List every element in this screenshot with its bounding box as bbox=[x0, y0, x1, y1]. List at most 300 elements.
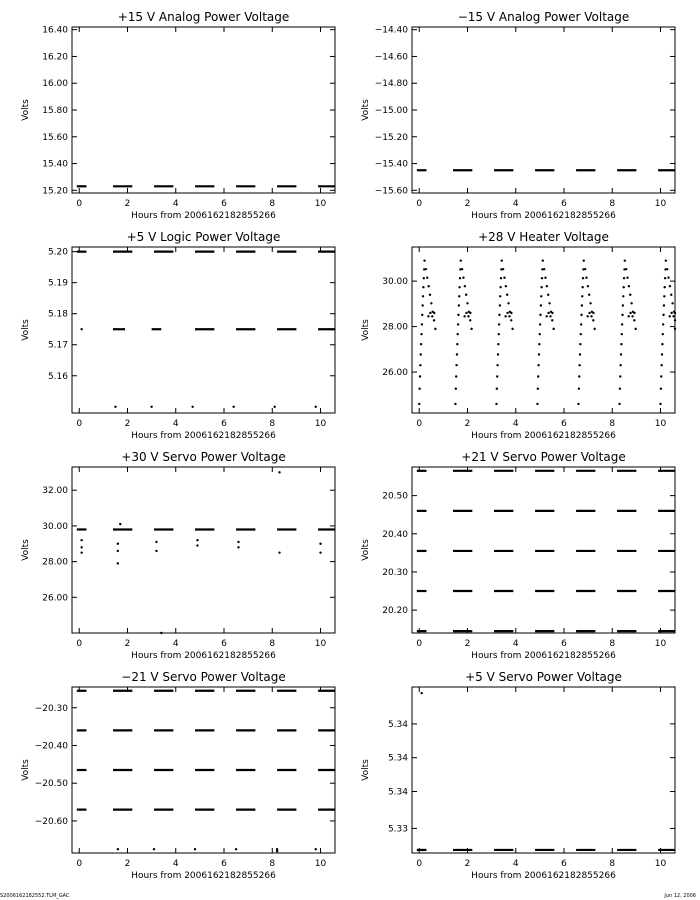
x-tick-label: 4 bbox=[172, 199, 179, 209]
data-point bbox=[663, 304, 665, 306]
data-point bbox=[461, 268, 463, 270]
data-point bbox=[590, 315, 592, 317]
chart-panel-1 bbox=[21, 10, 335, 221]
x-tick-label: 0 bbox=[416, 639, 423, 649]
y-tick-label: −20.50 bbox=[34, 779, 68, 790]
x-tick-label: 8 bbox=[609, 639, 616, 649]
data-point bbox=[499, 304, 501, 306]
data-point bbox=[463, 315, 465, 317]
data-point bbox=[621, 333, 623, 335]
data-point bbox=[630, 302, 632, 304]
data-point bbox=[418, 388, 420, 390]
x-tick-label: 0 bbox=[76, 639, 83, 649]
y-tick-label: 5.34 bbox=[387, 719, 408, 730]
data-point bbox=[619, 375, 621, 377]
x-tick-label: 10 bbox=[314, 639, 327, 649]
data-point bbox=[578, 388, 580, 390]
chart-panel-6 bbox=[361, 450, 675, 661]
y-tick-label: 20.50 bbox=[382, 491, 408, 502]
data-point bbox=[457, 314, 459, 316]
data-point bbox=[276, 850, 278, 852]
data-point bbox=[499, 295, 501, 297]
x-tick-label: 2 bbox=[464, 419, 471, 429]
data-point bbox=[539, 333, 541, 335]
data-point bbox=[549, 315, 551, 317]
data-point bbox=[661, 343, 663, 345]
data-point bbox=[663, 295, 665, 297]
x-tick-label: 0 bbox=[416, 859, 423, 869]
y-tick-label: 32.00 bbox=[42, 486, 68, 497]
data-point bbox=[586, 315, 588, 317]
data-point bbox=[273, 406, 275, 408]
chart-panel-2 bbox=[361, 10, 675, 221]
data-point bbox=[547, 294, 549, 296]
x-tick-label: 8 bbox=[269, 419, 276, 429]
x-tick-label: 2 bbox=[124, 419, 131, 429]
data-point bbox=[505, 285, 507, 287]
plot-frame bbox=[72, 467, 335, 633]
y-axis-label: Volts bbox=[21, 319, 31, 341]
data-point bbox=[581, 295, 583, 297]
data-point bbox=[495, 403, 497, 405]
data-point bbox=[422, 295, 424, 297]
data-point bbox=[588, 294, 590, 296]
x-tick-label: 10 bbox=[654, 859, 667, 869]
y-axis-label: Volts bbox=[21, 759, 31, 781]
data-point bbox=[620, 343, 622, 345]
data-point bbox=[237, 541, 239, 543]
data-point bbox=[580, 323, 582, 325]
data-point bbox=[552, 328, 554, 330]
data-point bbox=[670, 312, 672, 314]
data-point bbox=[633, 312, 635, 314]
data-point bbox=[580, 333, 582, 335]
footer-filename: S2006162182552.TLM_GAC bbox=[0, 893, 70, 899]
data-point bbox=[580, 314, 582, 316]
data-point bbox=[538, 343, 540, 345]
chart-panel-3 bbox=[21, 230, 335, 441]
data-point bbox=[627, 315, 629, 317]
data-point bbox=[431, 315, 433, 317]
x-tick-label: 0 bbox=[416, 419, 423, 429]
data-point bbox=[504, 315, 506, 317]
data-point bbox=[427, 315, 429, 317]
data-point bbox=[470, 328, 472, 330]
y-tick-label: 16.00 bbox=[42, 79, 68, 90]
data-point bbox=[469, 312, 471, 314]
data-point bbox=[631, 315, 633, 317]
data-point bbox=[537, 364, 539, 366]
data-point bbox=[619, 388, 621, 390]
data-point bbox=[622, 286, 624, 288]
chart-title: +15 V Analog Power Voltage bbox=[117, 10, 290, 24]
x-tick-label: 6 bbox=[221, 199, 227, 209]
data-point bbox=[456, 343, 458, 345]
data-point bbox=[423, 277, 425, 279]
data-point bbox=[584, 268, 586, 270]
data-point bbox=[422, 286, 424, 288]
data-point bbox=[674, 328, 676, 330]
data-point bbox=[429, 312, 431, 314]
data-point bbox=[542, 259, 544, 261]
data-point bbox=[423, 259, 425, 261]
data-point bbox=[543, 268, 545, 270]
data-point bbox=[618, 403, 620, 405]
data-point bbox=[666, 268, 668, 270]
data-point bbox=[662, 323, 664, 325]
data-point bbox=[426, 276, 428, 278]
data-point bbox=[319, 551, 321, 553]
x-tick-label: 6 bbox=[561, 419, 567, 429]
y-tick-label: 26.00 bbox=[382, 368, 408, 379]
data-point bbox=[506, 294, 508, 296]
y-tick-label: −15.40 bbox=[374, 159, 408, 170]
data-point bbox=[457, 333, 459, 335]
data-point bbox=[419, 375, 421, 377]
data-point bbox=[194, 848, 196, 850]
y-tick-label: 20.30 bbox=[382, 567, 408, 578]
data-point bbox=[621, 323, 623, 325]
data-point bbox=[548, 302, 550, 304]
data-point bbox=[496, 375, 498, 377]
data-point bbox=[662, 333, 664, 335]
data-point bbox=[420, 343, 422, 345]
data-point bbox=[507, 302, 509, 304]
data-point bbox=[624, 259, 626, 261]
data-point bbox=[427, 285, 429, 287]
x-tick-label: 2 bbox=[464, 199, 471, 209]
data-point bbox=[546, 285, 548, 287]
y-axis-label: Volts bbox=[361, 539, 371, 561]
data-point bbox=[537, 388, 539, 390]
data-point bbox=[661, 353, 663, 355]
data-point bbox=[537, 375, 539, 377]
data-point bbox=[578, 375, 580, 377]
y-tick-label: 5.34 bbox=[387, 787, 408, 798]
data-point bbox=[582, 277, 584, 279]
data-point bbox=[622, 304, 624, 306]
data-point bbox=[669, 285, 671, 287]
data-point bbox=[583, 259, 585, 261]
data-point bbox=[462, 276, 464, 278]
data-point bbox=[539, 323, 541, 325]
data-point bbox=[503, 276, 505, 278]
data-point bbox=[421, 323, 423, 325]
data-point bbox=[191, 406, 193, 408]
y-tick-label: 28.00 bbox=[382, 322, 408, 333]
data-point bbox=[155, 550, 157, 552]
data-point bbox=[498, 333, 500, 335]
y-tick-label: −20.30 bbox=[34, 703, 68, 714]
data-point bbox=[629, 294, 631, 296]
data-point bbox=[619, 364, 621, 366]
x-tick-label: 8 bbox=[269, 859, 276, 869]
x-tick-label: 10 bbox=[654, 199, 667, 209]
data-point bbox=[538, 353, 540, 355]
y-axis-label: Volts bbox=[21, 99, 31, 121]
x-tick-label: 10 bbox=[314, 859, 327, 869]
x-tick-label: 4 bbox=[172, 639, 179, 649]
data-point bbox=[319, 543, 321, 545]
x-tick-label: 2 bbox=[124, 199, 131, 209]
y-tick-label: −15.60 bbox=[374, 186, 408, 197]
data-point bbox=[634, 328, 636, 330]
x-tick-label: 8 bbox=[609, 199, 616, 209]
data-point bbox=[660, 364, 662, 366]
data-point bbox=[278, 551, 280, 553]
x-tick-label: 8 bbox=[269, 639, 276, 649]
data-point bbox=[510, 312, 512, 314]
y-tick-label: 20.40 bbox=[382, 529, 408, 540]
data-point bbox=[433, 312, 435, 314]
x-tick-label: 10 bbox=[314, 419, 327, 429]
data-point bbox=[421, 304, 423, 306]
y-tick-label: 5.20 bbox=[47, 247, 68, 258]
data-point bbox=[455, 388, 457, 390]
x-tick-label: 8 bbox=[269, 199, 276, 209]
data-point bbox=[460, 259, 462, 261]
data-point bbox=[621, 314, 623, 316]
data-point bbox=[430, 302, 432, 304]
x-tick-label: 4 bbox=[172, 419, 179, 429]
footer-date: Jun 12, 2006 bbox=[664, 893, 696, 899]
data-point bbox=[433, 319, 435, 321]
chart-title: +5 V Servo Power Voltage bbox=[465, 670, 622, 684]
y-tick-label: 28.00 bbox=[42, 557, 68, 568]
y-tick-label: 5.33 bbox=[387, 824, 408, 835]
data-point bbox=[578, 364, 580, 366]
y-tick-label: 30.00 bbox=[382, 277, 408, 288]
chart-title: +21 V Servo Power Voltage bbox=[461, 450, 626, 464]
data-point bbox=[80, 539, 82, 541]
data-point bbox=[196, 539, 198, 541]
x-tick-label: 8 bbox=[609, 859, 616, 869]
data-point bbox=[80, 328, 82, 330]
chart-panel-8 bbox=[361, 670, 675, 881]
data-point bbox=[314, 848, 316, 850]
x-tick-label: 4 bbox=[512, 859, 519, 869]
x-axis-label: Hours from 2006162182855266 bbox=[131, 651, 276, 661]
data-point bbox=[420, 353, 422, 355]
data-point bbox=[623, 277, 625, 279]
data-point bbox=[278, 471, 280, 473]
chart-title: −21 V Servo Power Voltage bbox=[121, 670, 286, 684]
x-axis-label: Hours from 2006162182855266 bbox=[131, 871, 276, 881]
data-point bbox=[160, 632, 162, 634]
data-point bbox=[458, 286, 460, 288]
data-point bbox=[458, 304, 460, 306]
data-point bbox=[540, 304, 542, 306]
y-tick-label: 15.20 bbox=[42, 186, 68, 197]
data-point bbox=[117, 848, 119, 850]
data-point bbox=[536, 403, 538, 405]
x-tick-label: 2 bbox=[464, 859, 471, 869]
data-point bbox=[593, 328, 595, 330]
y-axis-label: Volts bbox=[361, 99, 371, 121]
data-point bbox=[545, 315, 547, 317]
chart-title: +28 V Heater Voltage bbox=[478, 230, 609, 244]
y-tick-label: 15.80 bbox=[42, 106, 68, 116]
data-point bbox=[664, 277, 666, 279]
y-tick-label: −14.40 bbox=[374, 25, 408, 36]
x-tick-label: 2 bbox=[124, 859, 131, 869]
data-point bbox=[540, 286, 542, 288]
data-point bbox=[579, 353, 581, 355]
y-tick-label: 5.16 bbox=[47, 371, 68, 382]
data-point bbox=[80, 551, 82, 553]
data-point bbox=[419, 364, 421, 366]
data-point bbox=[579, 343, 581, 345]
y-tick-label: −20.40 bbox=[34, 741, 68, 752]
x-axis-label: Hours from 2006162182855266 bbox=[131, 431, 276, 441]
data-point bbox=[501, 259, 503, 261]
data-point bbox=[421, 314, 423, 316]
data-point bbox=[539, 314, 541, 316]
data-point bbox=[119, 523, 121, 525]
data-point bbox=[465, 312, 467, 314]
data-point bbox=[628, 285, 630, 287]
data-point bbox=[496, 388, 498, 390]
x-tick-label: 8 bbox=[609, 419, 616, 429]
data-point bbox=[625, 268, 627, 270]
data-point bbox=[232, 406, 234, 408]
x-tick-label: 4 bbox=[512, 639, 519, 649]
chart-panel-5 bbox=[21, 450, 335, 661]
data-point bbox=[620, 353, 622, 355]
data-point bbox=[114, 406, 116, 408]
y-tick-label: −14.80 bbox=[374, 79, 408, 90]
data-point bbox=[456, 353, 458, 355]
data-point bbox=[429, 294, 431, 296]
data-point bbox=[497, 343, 499, 345]
y-tick-label: −15.00 bbox=[374, 106, 408, 116]
y-tick-label: 16.40 bbox=[42, 25, 68, 36]
y-tick-label: 5.19 bbox=[47, 278, 68, 289]
x-tick-label: 4 bbox=[512, 419, 519, 429]
data-point bbox=[459, 277, 461, 279]
data-point bbox=[626, 276, 628, 278]
x-tick-label: 4 bbox=[512, 199, 519, 209]
y-tick-label: 5.17 bbox=[47, 340, 68, 351]
data-point bbox=[465, 294, 467, 296]
data-point bbox=[434, 328, 436, 330]
data-point bbox=[660, 375, 662, 377]
data-point bbox=[659, 403, 661, 405]
data-point bbox=[587, 285, 589, 287]
x-tick-label: 10 bbox=[314, 199, 327, 209]
data-point bbox=[502, 268, 504, 270]
data-point bbox=[498, 314, 500, 316]
data-point bbox=[155, 541, 157, 543]
data-point bbox=[153, 848, 155, 850]
x-tick-label: 2 bbox=[464, 639, 471, 649]
y-axis-label: Volts bbox=[361, 319, 371, 341]
x-tick-label: 0 bbox=[76, 419, 83, 429]
data-point bbox=[672, 315, 674, 317]
data-point bbox=[622, 295, 624, 297]
x-axis-label: Hours from 2006162182855266 bbox=[471, 211, 616, 221]
data-point bbox=[117, 562, 119, 564]
data-point bbox=[418, 403, 420, 405]
chart-panel-4 bbox=[361, 230, 676, 441]
data-point bbox=[420, 333, 422, 335]
data-point bbox=[499, 286, 501, 288]
data-point bbox=[457, 323, 459, 325]
chart-title: −15 V Analog Power Voltage bbox=[457, 10, 630, 24]
data-point bbox=[633, 319, 635, 321]
x-tick-label: 6 bbox=[561, 639, 567, 649]
x-tick-label: 6 bbox=[221, 639, 227, 649]
data-point bbox=[544, 276, 546, 278]
data-point bbox=[674, 319, 676, 321]
data-point bbox=[464, 285, 466, 287]
y-tick-label: 20.20 bbox=[382, 606, 408, 617]
x-tick-label: 4 bbox=[172, 859, 179, 869]
x-axis-label: Hours from 2006162182855266 bbox=[471, 651, 616, 661]
data-point bbox=[496, 364, 498, 366]
data-point bbox=[235, 848, 237, 850]
data-point bbox=[508, 315, 510, 317]
data-point bbox=[585, 276, 587, 278]
data-point bbox=[674, 312, 676, 314]
x-tick-label: 0 bbox=[76, 199, 83, 209]
data-point bbox=[581, 286, 583, 288]
data-point bbox=[506, 312, 508, 314]
y-tick-label: 26.00 bbox=[42, 593, 68, 604]
plot-frame bbox=[412, 27, 675, 193]
data-point bbox=[551, 319, 553, 321]
data-point bbox=[667, 276, 669, 278]
data-point bbox=[117, 543, 119, 545]
x-tick-label: 6 bbox=[221, 419, 227, 429]
x-tick-label: 0 bbox=[76, 859, 83, 869]
chart-panel-7 bbox=[21, 670, 335, 881]
data-point bbox=[455, 364, 457, 366]
data-point bbox=[150, 406, 152, 408]
data-point bbox=[662, 314, 664, 316]
data-point bbox=[500, 277, 502, 279]
chart-title: +5 V Logic Power Voltage bbox=[126, 230, 281, 244]
x-tick-label: 10 bbox=[654, 419, 667, 429]
y-tick-label: 15.40 bbox=[42, 159, 68, 170]
y-tick-label: 15.60 bbox=[42, 132, 68, 143]
chart-title: +30 V Servo Power Voltage bbox=[121, 450, 286, 464]
data-point bbox=[237, 546, 239, 548]
x-tick-label: 6 bbox=[221, 859, 227, 869]
x-tick-label: 6 bbox=[561, 199, 567, 209]
data-point bbox=[458, 295, 460, 297]
x-tick-label: 6 bbox=[561, 859, 567, 869]
data-point bbox=[314, 406, 316, 408]
data-point bbox=[466, 302, 468, 304]
data-point bbox=[469, 319, 471, 321]
data-point bbox=[663, 286, 665, 288]
data-point bbox=[547, 312, 549, 314]
x-tick-label: 10 bbox=[654, 639, 667, 649]
data-point bbox=[196, 544, 198, 546]
y-tick-label: 5.18 bbox=[47, 309, 68, 320]
data-point bbox=[551, 312, 553, 314]
data-point bbox=[670, 294, 672, 296]
data-point bbox=[540, 295, 542, 297]
data-point bbox=[588, 312, 590, 314]
data-point bbox=[117, 550, 119, 552]
y-tick-label: 5.34 bbox=[387, 753, 408, 764]
x-axis-label: Hours from 2006162182855266 bbox=[131, 211, 276, 221]
plot-frame bbox=[412, 687, 675, 853]
data-point bbox=[497, 353, 499, 355]
data-point bbox=[668, 315, 670, 317]
